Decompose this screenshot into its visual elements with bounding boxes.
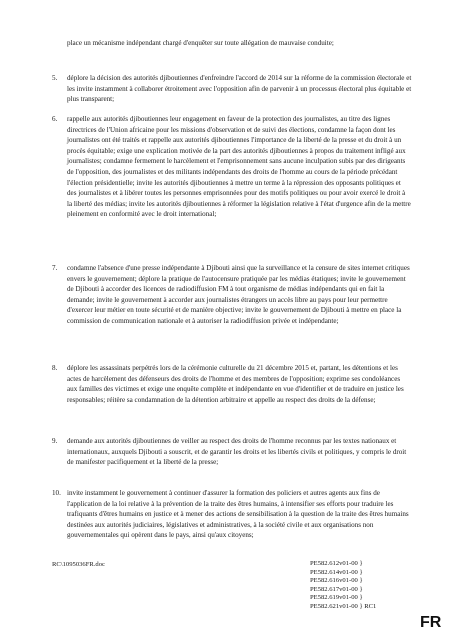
- item-text: déplore la décision des autorités djiboutiennes d'enfreindre l'accord de 2014 sur la réforme de la commission électorale et les invite instamment à collaborer étroitement avec l'opposition afin de parvenir à un processus électoral plus équitable et plus transparent;: [67, 74, 412, 104]
- list-item-8: [52, 363, 412, 405]
- item-number: 6.: [52, 115, 58, 123]
- item-number: 9.: [52, 437, 58, 445]
- document-code: PE582.621v01-00 } RC1: [310, 602, 377, 610]
- item-text: rappelle aux autorités djiboutiennes leur engagement en faveur de la protection des journalistes, au titre des lignes directrices de l'Union africaine pour les missions d'observation et de suivi des élections, condamne la façon dont les journalistes ont été traités et rappelle aux autorités djiboutiennes l'importance de la liberté de la presse et du droit à un procès équitable; exige une explication motivée de la part des autorités djiboutiennes à propos du traitement infligé aux journalistes; condamne fermement le harcèlement et l'emprisonnement sans aucune inculpation subis par des dirigeants de l'opposition, des journalistes et des militants indépendants des droits de l'homme au cours de la période précédant l'élection présidentielle; invite les autorités djiboutiennes à mettre un terme à la répression des opposants politiques et des journalistes et à libérer toutes les personnes emprisonnées pour des motifs politiques ou pour avoir exercé le droit à la liberté des médias; invite les autorités djiboutiennes à réformer la législation relative à l'état d'urgence afin de la mettre pleinement en conformité avec le droit international;: [67, 115, 411, 219]
- list-item-7: [52, 263, 412, 327]
- list-item-9: [52, 436, 412, 468]
- document-reference: RC\1095036FR.doc: [52, 561, 105, 568]
- document-code: PE582.616v01-00 }: [310, 577, 363, 585]
- item-number: 10.: [52, 489, 61, 497]
- document-code: PE582.617v01-00 }: [310, 585, 363, 593]
- item-number: 7.: [52, 264, 58, 272]
- list-item-5: [52, 73, 412, 105]
- list-item-10: [52, 488, 412, 541]
- list-item-6: [52, 114, 412, 220]
- document-code: PE582.619v01-00 }: [310, 594, 363, 602]
- document-code: PE582.614v01-00 }: [310, 568, 363, 576]
- document-codes: [310, 560, 376, 612]
- item-text: demande aux autorités djiboutiennes de veiller au respect des droits de l'homme reconnus par les textes nationaux et internationaux, auxquels Djibouti a souscrit, et de garantir les droits et les libertés civils et politiques, y compris le droit de manifester pacifiquement et la liberté de la presse;: [67, 437, 407, 467]
- item-text: déplore les assassinats perpétrés lors de la cérémonie culturelle du 21 décembre 2015 et, partant, les détentions et les actes de harcèlement des défenseurs des droits de l'homme et des membres de l'opposition; exprime ses condoléances aux familles des victimes et exige une enquête complète et indépendante en vue d'identifier et de traduire en justice les responsables; réitère sa condamnation de la détention arbitraire et appelle au respect des droits de la défense;: [67, 364, 404, 404]
- item-number: 5.: [52, 74, 58, 82]
- language-label: FR: [420, 614, 442, 631]
- intro-paragraph: place un mécanisme indépendant chargé d'enquêter sur toute allégation de mauvaise conduite;: [67, 39, 334, 47]
- item-text: invite instamment le gouvernement à continuer d'assurer la formation des policiers et autres agents aux fins de l'application de la loi relative à la prévention de la traite des êtres humains, à intensifier ses efforts pour traduire les trafiquants d'êtres humains en justice et à mener des actions de sensibilisation à la question de la traite des êtres humains destinées aux autorités judiciaires, législatives et administratives, à la société civile et aux organisations non gouvernementales qui opèrent dans le pays, ainsi qu'aux citoyens;: [67, 489, 409, 540]
- document-code: PE582.612v01-00 }: [310, 560, 363, 567]
- item-number: 8.: [52, 364, 58, 372]
- item-text: condamne l'absence d'une presse indépendante à Djibouti ainsi que la surveillance et la censure de sites internet critiques envers le gouvernement; déplore la pratique de l'autocensure pratiquée par les médias étatiques; invite le gouvernement de Djibouti à accorder des licences de radiodiffusion FM à tout organisme de médias indépendants qui en fait la demande; invite le gouvernement à accorder aux journalistes étrangers un accès libre au pays pour leur permettre d'exercer leur métier en toute sécurité et de manière objective; invite le gouvernement de Djibouti à mettre en place la commission de communication nationale et à autoriser la radiodiffusion privée et indépendante;: [67, 264, 410, 325]
